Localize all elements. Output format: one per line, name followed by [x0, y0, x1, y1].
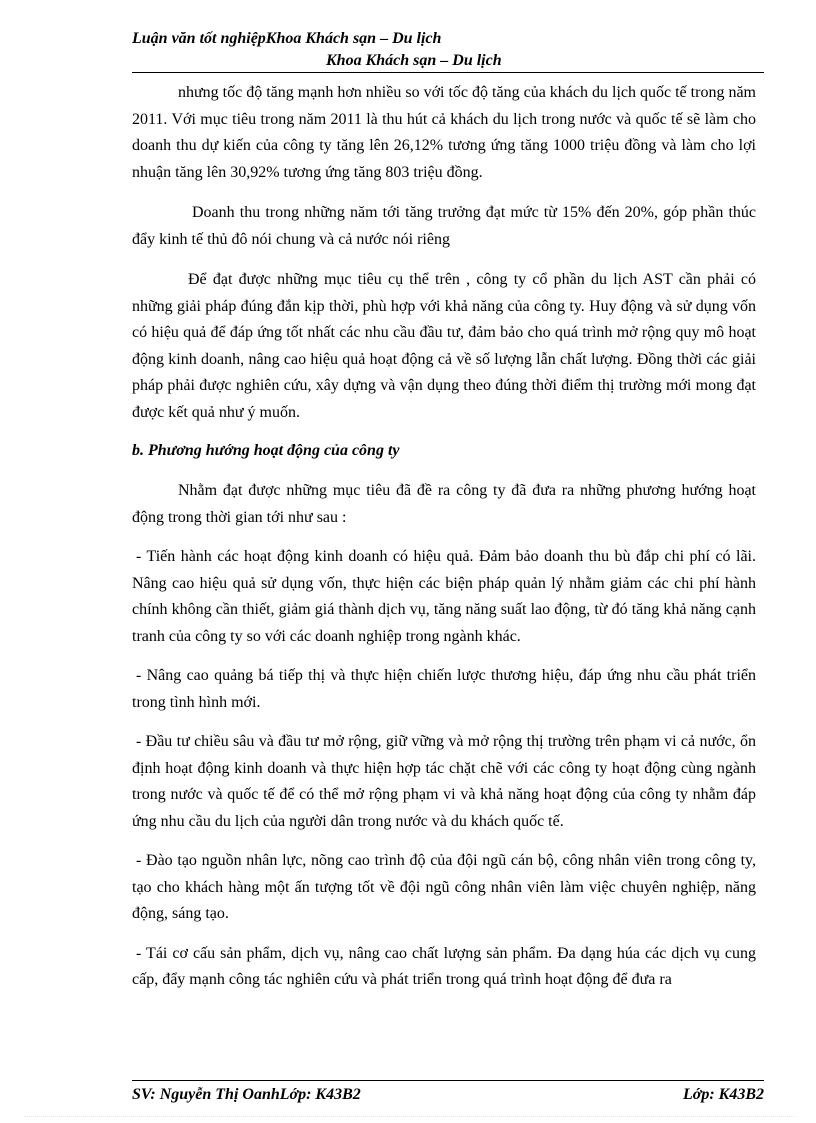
paragraph-direction-intro: Nhằm đạt được những mục tiêu đã đề ra công ty đã đưa ra những phương hướng hoạt động trong thời gian tới như sau :: [132, 482, 756, 526]
list-item: - Tái cơ cấu sản phẩm, dịch vụ, nâng cao chất lượng sản phẩm. Đa dạng húa các dịch vụ cung cấp, đẩy mạnh công tác nghiên cứu và phát triển trong quá trình hoạt động để đưa ra: [132, 944, 756, 988]
paragraph-solutions: Để đạt được những mục tiêu cụ thể trên , công ty cổ phần du lịch AST cần phải có những giải pháp đúng đắn kịp thời, phù hợp với khả năng của công ty. Huy động và sử dụng vốn có hiệu quả để đáp ứng tốt nhất các nhu cầu đầu tư, đảm bảo cho quá trình mở rộng quy mô hoạt động kinh doanh, nâng cao hiệu quả hoạt động cả về số lượng lẫn chất lượng. Đồng thời các giải pháp phải được nghiên cứu, xây dựng và vận dụng theo đúng thời điểm thị trường mới mong đạt được kết quả như ý muốn.: [132, 271, 756, 421]
header-title: Luận văn tốt nghiệpKhoa Khách sạn – Du lịch: [132, 30, 442, 47]
section-heading: b. Phương hướng hoạt động của công ty: [132, 442, 400, 459]
paragraph-growth-target: Doanh thu trong những năm tới tăng trưởng đạt mức từ 15% đến 20%, góp phần thúc đẩy kinh tế thủ đô nói chung và cả nước nói riêng: [132, 204, 756, 248]
list-item: - Đầu tư chiều sâu và đầu tư mở rộng, giữ vững và mở rộng thị trường trên phạm vi cả nước, ổn định hoạt động kinh doanh và thực hiện hợp tác chặt chẽ với các công ty hoạt động cùng ngành trong nước và quốc tế để có thể mở rộng phạm vi và khả năng hoạt động của công ty nhằm đáp ứng nhu cầu du lịch của người dân trong nước và du khách quốc tế.: [132, 733, 756, 830]
paragraph-revenue-forecast: nhưng tốc độ tăng mạnh hơn nhiều so với tốc độ tăng của khách du lịch quốc tế trong năm 2011. Với mục tiêu trong năm 2011 là thu hút cả khách du lịch trong nước và quốc tế sẽ làm cho doanh thu dự kiến của công ty tăng lên 26,12% tương ứng tăng 1000 triệu đồng và làm cho lợi nhuận tăng lên 30,92% tương ứng tăng 803 triệu đồng.: [132, 84, 756, 181]
header-divider: [132, 72, 764, 73]
footer-class: Lớp: K43B2: [682, 1086, 764, 1103]
list-item: - Nâng cao quảng bá tiếp thị và thực hiện chiến lược thương hiệu, đáp ứng nhu cầu phát triển trong tình hình mới.: [132, 667, 756, 711]
page-bottom-edge: [24, 1116, 796, 1117]
document-body: [132, 80, 756, 994]
header-subtitle: Khoa Khách sạn – Du lịch: [326, 52, 502, 69]
footer-student: SV: Nguyễn Thị OanhLớp: K43B2: [132, 1086, 361, 1103]
page-header: [132, 28, 764, 72]
footer-divider: [132, 1080, 764, 1081]
list-item: - Đào tạo nguồn nhân lực, nõng cao trình độ của đội ngũ cán bộ, công nhân viên trong công ty, tạo cho khách hàng một ấn tượng tốt về đội ngũ công nhân viên làm việc chuyên nghiệp, năng động, sáng tạo.: [132, 852, 756, 922]
list-item: - Tiến hành các hoạt động kinh doanh có hiệu quả. Đảm bảo doanh thu bù đắp chi phí có lãi. Nâng cao hiệu quả sử dụng vốn, thực hiện các biện pháp quản lý nhằm giảm các chi phí hành chính không cần thiết, giảm giá thành dịch vụ, tăng năng suất lao động, từ đó tăng khả năng cạnh tranh của công ty so với các doanh nghiệp trong ngành khác.: [132, 548, 756, 645]
page-footer: [132, 1084, 764, 1106]
